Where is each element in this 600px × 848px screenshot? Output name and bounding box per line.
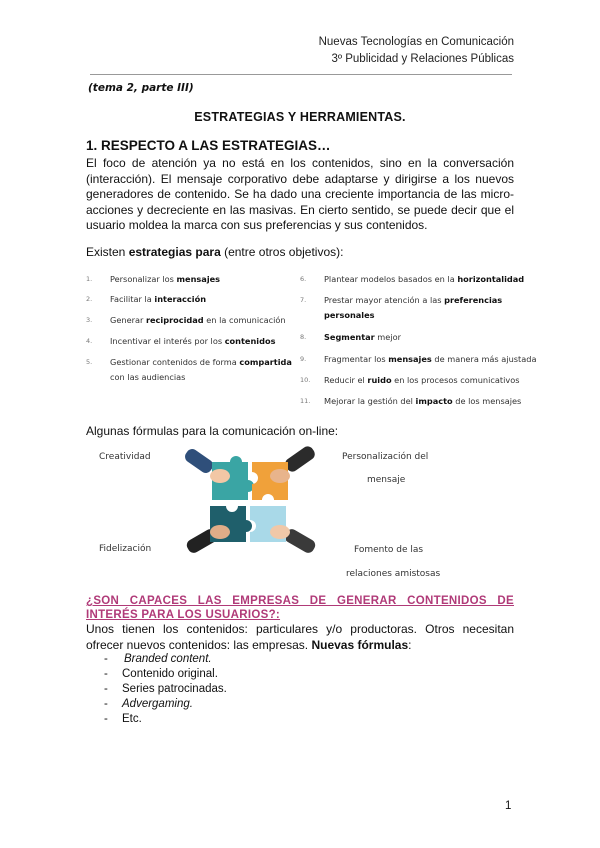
strategy-bold: interacción	[154, 294, 207, 304]
hand-top-left	[210, 469, 230, 483]
strategy-bold: Segmentar	[324, 332, 375, 342]
page-title: ESTRATEGIAS Y HERRAMIENTAS.	[194, 110, 406, 124]
strategy-text	[110, 292, 206, 306]
arm-top-right	[283, 446, 317, 474]
strategy-post: mejor	[374, 332, 401, 342]
strategy-pre: Mejorar la gestión del	[324, 396, 416, 406]
list-item: - Etc.	[104, 713, 142, 725]
strategy-pre: Personalizar los	[110, 274, 177, 284]
strategy-post: de los mensajes	[452, 396, 522, 406]
section-heading-estrategias: 1. RESPECTO A LAS ESTRATEGIAS…	[86, 138, 331, 153]
page-number: 1	[505, 800, 512, 812]
intro-paragraph: El foco de atención ya no está en los contenidos, sino en la conversación (interacción). El mensaje corporativo debe adaptarse y dirigirse a los nuevos generadores de contenido. Se ha dado una creciente importancia de las micro-acciones y decreciente en las masivas. En cierto sentido, se puede decir que el usuario moldea la marca con sus preferencias y sus contenidos.	[86, 156, 514, 233]
section2-text-bold: Nuevas fórmulas	[311, 637, 409, 652]
strategy-bold: impacto	[415, 396, 453, 406]
strategy-bold: mensajes	[176, 274, 221, 284]
section2-text-a: Unos tienen los contenidos: particulares y/o productoras. Otros necesitan ofrecer nuevos contenidos: las empresas.	[86, 622, 514, 652]
strategy-item	[300, 293, 515, 321]
strategy-text	[324, 352, 537, 366]
puzzle-hands-image	[180, 446, 322, 558]
strategy-item	[86, 272, 286, 286]
strategy-pre: Gestionar contenidos de forma	[110, 357, 240, 367]
strategy-num: 4.	[86, 337, 93, 345]
formula-creatividad: Creatividad	[99, 452, 151, 462]
section2-text-c: :	[408, 637, 412, 652]
arm-top-left	[183, 447, 216, 476]
strategy-num: 3.	[86, 316, 93, 324]
strategy-item	[300, 272, 525, 286]
strategy-item	[86, 355, 292, 383]
strategy-post: en la comunicación	[203, 315, 286, 325]
strategy-line2: con las audiencias	[110, 372, 186, 382]
formula-fomento-line2: relaciones amistosas	[346, 569, 441, 579]
strategy-item	[300, 352, 537, 366]
strategy-bold: preferencias	[444, 295, 503, 305]
formula-fidelizacion: Fidelización	[99, 544, 152, 554]
formulas-intro: Algunas fórmulas para la comunicación on-line:	[86, 424, 339, 438]
strategy-num: 6.	[300, 275, 307, 283]
header-course: Nuevas Tecnologías en Comunicación	[318, 36, 514, 48]
header-degree: 3º Publicidad y Relaciones Públicas	[331, 53, 514, 65]
strategies-intro-c: (entre otros objetivos):	[220, 245, 344, 259]
strategy-post: de manera más ajustada	[431, 354, 537, 364]
strategy-pre: Fragmentar los	[324, 354, 389, 364]
strategy-post: en los procesos comunicativos	[391, 375, 520, 385]
strategy-text	[324, 394, 521, 408]
strategy-num: 11.	[300, 397, 311, 405]
strategy-pre: Prestar mayor atención a las	[324, 295, 445, 305]
strategy-bold: horizontalidad	[457, 274, 525, 284]
strategy-item	[86, 313, 286, 327]
list-item: - Branded content.	[104, 653, 212, 665]
strategy-text	[110, 313, 286, 327]
hand-bottom-right	[270, 525, 290, 539]
strategy-bold: ruido	[367, 375, 392, 385]
strategy-item	[86, 292, 286, 306]
question-heading: ¿SON CAPACES LAS EMPRESAS DE GENERAR CONTENIDOS DE INTERÉS PARA LOS USUARIOS?:	[86, 595, 514, 621]
strategy-num: 2.	[86, 295, 93, 303]
strategy-pre: Incentivar el interés por los	[110, 336, 225, 346]
hand-bottom-left	[210, 525, 230, 539]
strategy-num: 8.	[300, 333, 307, 341]
strategy-pre: Plantear modelos basados en la	[324, 274, 458, 284]
strategy-bold: reciprocidad	[145, 315, 204, 325]
strategy-num: 5.	[86, 358, 93, 366]
strategy-bold: contenidos	[224, 336, 276, 346]
list-item-text: Etc.	[122, 713, 142, 725]
strategy-item	[86, 334, 286, 348]
strategy-text	[324, 272, 524, 286]
strategy-text	[110, 272, 220, 286]
strategy-text	[110, 334, 275, 348]
strategy-num: 7.	[300, 296, 307, 304]
formula-personalizacion-line2: mensaje	[367, 475, 406, 485]
strategy-text	[110, 355, 292, 369]
strategy-item	[300, 394, 522, 408]
strategy-line2: personales	[324, 310, 375, 320]
list-item-text: Contenido original.	[122, 668, 218, 680]
strategy-pre: Reducir el	[324, 375, 368, 385]
list-item: - Contenido original.	[104, 668, 218, 680]
strategy-num: 10.	[300, 376, 311, 384]
tema-label: (tema 2, parte III)	[88, 82, 194, 94]
header-divider	[90, 74, 512, 75]
formula-fomento-line1: Fomento de las	[354, 545, 424, 555]
section2-paragraph	[86, 622, 514, 653]
strategies-intro	[86, 245, 343, 259]
strategy-item	[300, 373, 520, 387]
strategy-bold: mensajes	[388, 354, 432, 364]
formula-personalizacion-line1: Personalización del	[342, 452, 429, 462]
strategies-intro-a: Existen	[86, 245, 129, 259]
strategy-text	[324, 330, 401, 344]
strategy-pre: Generar	[110, 315, 146, 325]
list-item-text: Branded content.	[124, 653, 212, 665]
strategy-num: 1.	[86, 275, 93, 283]
strategy-bold: compartida	[239, 357, 292, 367]
hand-top-right	[270, 469, 290, 483]
list-item-text: Advergaming.	[122, 698, 193, 710]
list-item: - Advergaming.	[104, 698, 193, 710]
list-item-text: Series patrocinadas.	[122, 683, 227, 695]
strategies-intro-bold: estrategias para	[128, 245, 221, 259]
list-item: - Series patrocinadas.	[104, 683, 227, 695]
strategy-text	[324, 373, 520, 387]
strategy-pre: Facilitar la	[110, 294, 155, 304]
strategy-item	[300, 330, 515, 344]
strategy-text	[324, 293, 502, 307]
strategy-num: 9.	[300, 355, 307, 363]
